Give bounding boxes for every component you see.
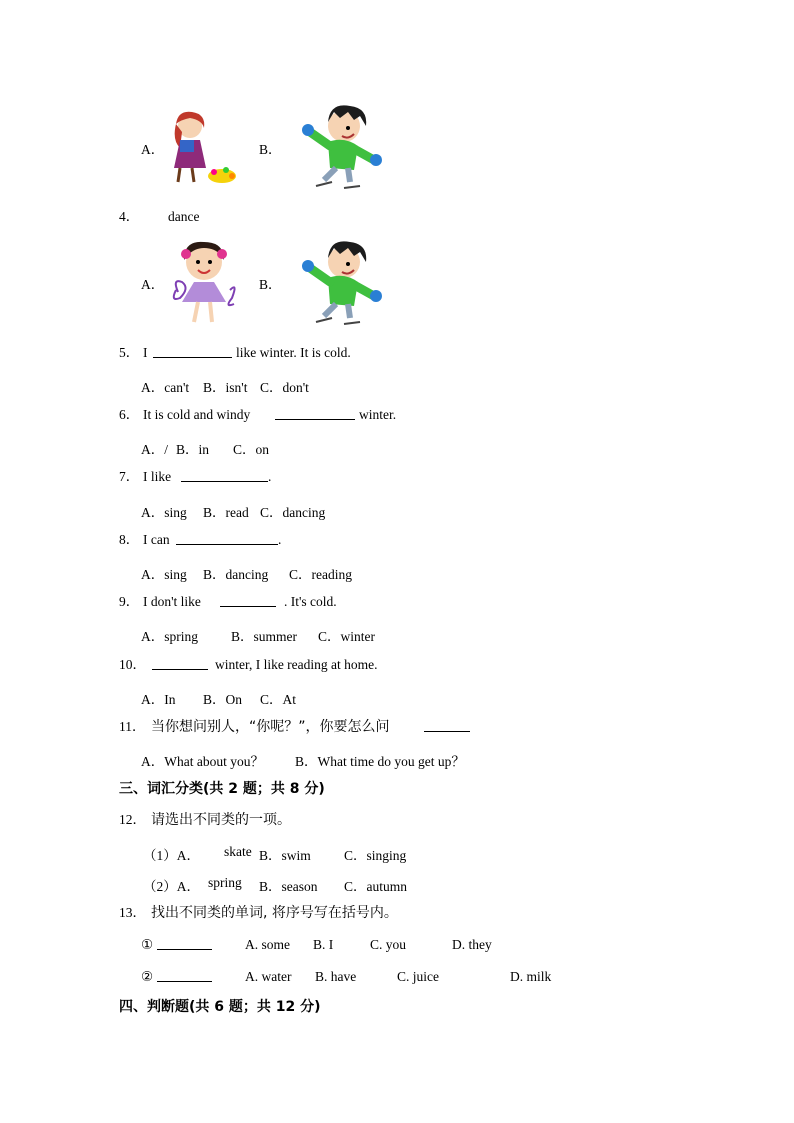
q8-answer-blank[interactable]: [176, 532, 278, 545]
q3-option-b-label: B．: [259, 142, 282, 157]
q7-answer-blank[interactable]: [181, 469, 268, 482]
q12-sub1-option-c[interactable]: C．singing: [344, 848, 407, 863]
q4-option-a-label: A．: [141, 277, 165, 292]
q11-option-a[interactable]: A．What about you？: [141, 754, 264, 769]
q5-stem-end: like winter. It is cold.: [236, 345, 351, 360]
q9-option-a[interactable]: A．spring: [141, 629, 198, 644]
q10-option-b[interactable]: B．On: [203, 692, 243, 707]
q4-number: 4．: [119, 209, 140, 224]
q10-number: 10．: [119, 657, 146, 672]
q13-row2-answer-blank[interactable]: [157, 969, 212, 982]
q13-row2-option-a[interactable]: A. water: [245, 969, 292, 984]
q11-option-b[interactable]: B．What time do you get up？: [295, 754, 465, 769]
q7-stem-start: I like: [143, 469, 172, 484]
q8-stem-start: I can: [143, 532, 170, 547]
q7-option-a[interactable]: A．sing: [141, 505, 187, 520]
q13-row1-mark: ①: [141, 937, 154, 952]
q11-question: 当你想问别人，“你呢？”，你要怎么问: [151, 719, 390, 735]
q8-stem-end: .: [278, 532, 282, 547]
q5-option-b[interactable]: B．isn't: [203, 380, 248, 395]
q5-option-c[interactable]: C．don't: [260, 380, 309, 395]
boy-skating-picture: [288, 100, 392, 192]
q7-stem-end: .: [268, 469, 272, 484]
q6-stem-start: It is cold and windy: [143, 407, 251, 422]
q13-row1-option-c[interactable]: C. you: [370, 937, 407, 952]
q12-sub2-option-a[interactable]: spring: [208, 875, 242, 890]
q13-row1-option-a[interactable]: A. some: [245, 937, 290, 952]
q10-answer-blank[interactable]: [152, 657, 208, 670]
q9-option-b[interactable]: B．summer: [231, 629, 297, 644]
q13-row2-option-c[interactable]: C. juice: [397, 969, 439, 984]
q9-option-c[interactable]: C．winter: [318, 629, 375, 644]
q12-sub1-option-a[interactable]: skate: [224, 844, 252, 859]
q13-row2-option-b[interactable]: B. have: [315, 969, 357, 984]
q5-stem-start: I: [143, 345, 148, 360]
q8-number: 8．: [119, 532, 140, 547]
q10-stem-end: winter, I like reading at home.: [215, 657, 378, 672]
q13-question: 找出不同类的单词, 将序号写在括号内。: [151, 905, 398, 921]
q12-sub1-label: （1）A．: [143, 848, 200, 863]
q7-option-b[interactable]: B．read: [203, 505, 249, 520]
q11-number: 11．: [119, 719, 146, 734]
q7-option-c[interactable]: C．dancing: [260, 505, 326, 520]
q6-answer-blank[interactable]: [275, 407, 355, 420]
q9-stem-start: I don't like: [143, 594, 201, 609]
q7-number: 7．: [119, 469, 140, 484]
girl-dancing-picture: [170, 238, 240, 326]
q4-option-b-label: B．: [259, 277, 282, 292]
q13-row1-option-b[interactable]: B. I: [313, 937, 334, 952]
q5-number: 5．: [119, 345, 140, 360]
section-4-heading: 四、判断题(共 6 题；共 12 分): [119, 999, 321, 1015]
q12-number: 12．: [119, 812, 146, 827]
q5-answer-blank[interactable]: [153, 345, 232, 358]
q13-row2-option-d[interactable]: D. milk: [510, 969, 552, 984]
q9-number: 9．: [119, 594, 140, 609]
q12-sub2-option-c[interactable]: C．autumn: [344, 879, 407, 894]
boy-skating-picture: [288, 236, 392, 328]
q5-option-a[interactable]: A．can't: [141, 380, 190, 395]
q8-option-c[interactable]: C．reading: [289, 567, 352, 582]
q9-stem-end: . It's cold.: [284, 594, 337, 609]
q12-sub2-option-b[interactable]: B．season: [259, 879, 318, 894]
q4-word: dance: [168, 209, 200, 224]
q12-sub1-option-b[interactable]: B．swim: [259, 848, 311, 863]
q13-row1-answer-blank[interactable]: [157, 937, 212, 950]
q12-sub2-label: （2）A．: [143, 879, 200, 894]
q11-answer-blank[interactable]: [424, 719, 470, 732]
q9-answer-blank[interactable]: [220, 594, 276, 607]
q12-question: 请选出不同类的一项。: [151, 812, 291, 828]
q6-number: 6．: [119, 407, 140, 422]
girl-reading-picture: [166, 106, 238, 188]
q8-option-a[interactable]: A．sing: [141, 567, 187, 582]
q3-option-a-label: A．: [141, 142, 165, 157]
q13-row2-mark: ②: [141, 969, 154, 984]
q10-option-c[interactable]: C．At: [260, 692, 297, 707]
section-3-heading: 三、词汇分类(共 2 题；共 8 分): [119, 781, 325, 797]
q8-option-b[interactable]: B．dancing: [203, 567, 269, 582]
q10-option-a[interactable]: A．In: [141, 692, 176, 707]
q13-number: 13．: [119, 905, 146, 920]
q13-row1-option-d[interactable]: D. they: [452, 937, 492, 952]
q6-option-c[interactable]: C．on: [233, 442, 270, 457]
q6-stem-end: winter.: [359, 407, 397, 422]
q6-option-b[interactable]: B．in: [176, 442, 210, 457]
q6-option-a[interactable]: A．/: [141, 442, 168, 457]
